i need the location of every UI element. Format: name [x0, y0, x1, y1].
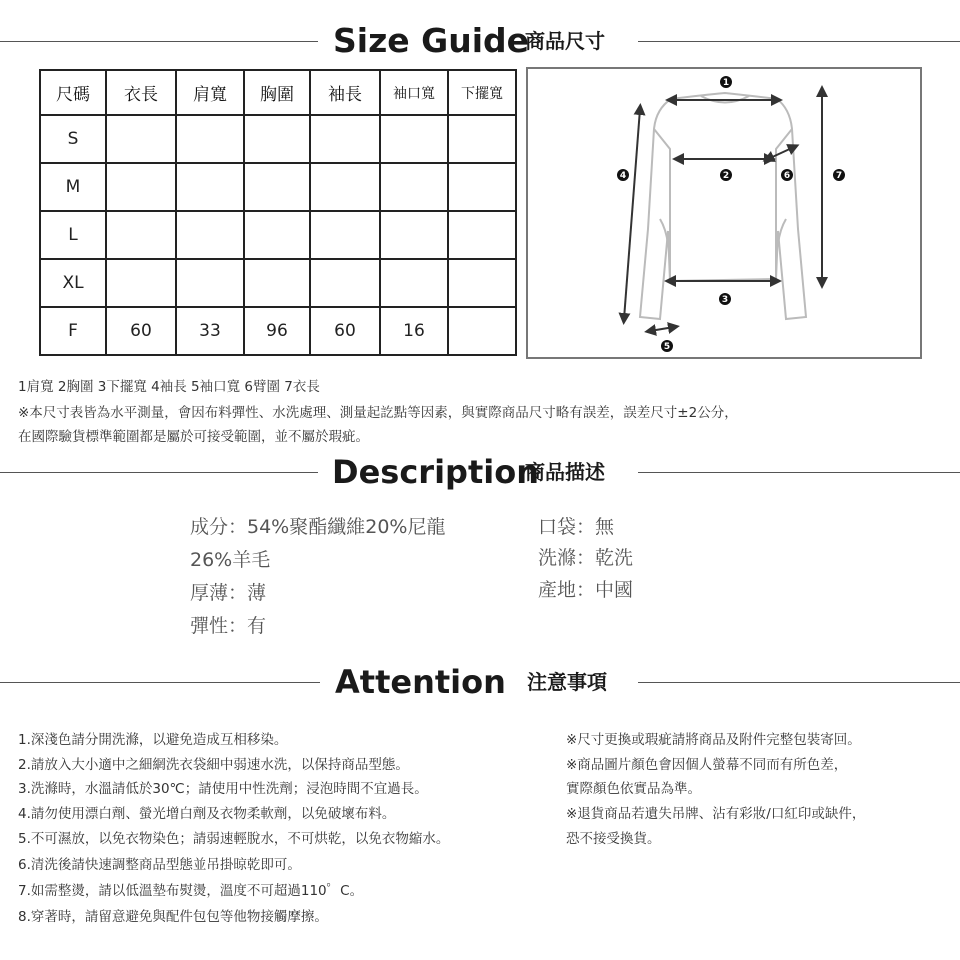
divider: [0, 41, 318, 42]
table-cell: 96: [244, 307, 310, 355]
measurement-note: 在國際驗貨標準範圍都是屬於可接受範圍，並不屬於瑕疵。: [18, 429, 369, 445]
table-row: [40, 163, 516, 211]
care-instruction: 1.深淺色請分開洗滌，以避免造成互相移染。: [18, 732, 288, 748]
table-header-row: [40, 70, 516, 115]
elasticity-spec: 彈性：有: [190, 615, 267, 637]
care-instruction: 3.洗滌時，水溫請低於30℃；請使用中性洗劑；浸泡時間不宜過長。: [18, 781, 428, 797]
description-title: Description: [332, 453, 539, 491]
size-guide-title-zh: 商品尺寸: [525, 29, 605, 53]
table-cell: [106, 211, 176, 259]
table-cell: [448, 115, 516, 163]
table-header: 衣長: [106, 70, 176, 115]
size-cell: F: [40, 307, 106, 355]
washing-spec: 洗滌：乾洗: [538, 547, 634, 569]
return-policy-note: ※商品圖片顏色會因個人螢幕不同而有所色差，: [566, 757, 848, 773]
measurement-note: ※本尺寸表皆為水平測量，會因布料彈性、水洗處理、測量起訖點等因素，與實際商品尺寸略有誤差，誤差尺寸±2公分，: [18, 405, 738, 421]
table-header: 袖長: [310, 70, 380, 115]
attention-header: [0, 662, 960, 702]
table-header: 胸圍: [244, 70, 310, 115]
divider: [638, 682, 960, 683]
table-cell: 33: [176, 307, 244, 355]
table-cell: 60: [106, 307, 176, 355]
marker-label: 3: [721, 295, 729, 305]
size-cell: S: [40, 115, 106, 163]
size-guide-title: Size Guide: [333, 21, 530, 60]
table-row: [40, 259, 516, 307]
size-cell: L: [40, 211, 106, 259]
table-cell: [448, 259, 516, 307]
care-instruction: 6.清洗後請快速調整商品型態並吊掛晾乾即可。: [18, 857, 301, 873]
divider: [0, 472, 318, 473]
table-cell: 60: [310, 307, 380, 355]
table-cell: [380, 115, 448, 163]
table-cell: [106, 259, 176, 307]
sweater-outline-icon: [528, 69, 920, 357]
size-cell: M: [40, 163, 106, 211]
table-cell: [380, 211, 448, 259]
material-spec: 26%羊毛: [190, 549, 271, 571]
table-cell: [176, 259, 244, 307]
table-header: 袖口寬: [380, 70, 448, 115]
table-cell: [380, 259, 448, 307]
marker-label: 7: [835, 171, 843, 181]
return-policy-note: ※退貨商品若遺失吊牌、沾有彩妝/口紅印或缺件，: [566, 806, 866, 822]
table-cell: [244, 211, 310, 259]
attention-title: Attention: [335, 663, 506, 701]
origin-spec: 產地：中國: [538, 579, 634, 601]
table-cell: [244, 115, 310, 163]
table-cell: 16: [380, 307, 448, 355]
care-instruction: 7.如需整燙，請以低溫墊布熨燙，溫度不可超過110゜C。: [18, 883, 364, 899]
description-title-zh: 商品描述: [525, 460, 605, 484]
table-cell: [310, 211, 380, 259]
care-instruction: 8.穿著時，請留意避免與配件包包等他物接觸摩擦。: [18, 909, 328, 925]
garment-measurement-diagram: [526, 67, 922, 359]
size-guide-header: [0, 21, 960, 61]
table-cell: [448, 307, 516, 355]
table-cell: [310, 163, 380, 211]
care-instruction: 4.請勿使用漂白劑、螢光增白劑及衣物柔軟劑，以免破壞布料。: [18, 806, 396, 822]
table-cell: [244, 259, 310, 307]
marker-label: 6: [783, 171, 791, 181]
table-header: 下擺寬: [448, 70, 516, 115]
pocket-spec: 口袋：無: [538, 516, 615, 538]
material-spec: 成分：54%聚酯纖維20%尼龍: [190, 516, 446, 538]
table-cell: [176, 115, 244, 163]
marker-label: 4: [619, 171, 627, 181]
table-row: [40, 307, 516, 355]
size-cell: XL: [40, 259, 106, 307]
marker-label: 5: [663, 342, 671, 352]
table-cell: [106, 115, 176, 163]
table-row: [40, 211, 516, 259]
table-cell: [310, 115, 380, 163]
description-header: [0, 452, 960, 492]
return-policy-note: 實際顏色依實品為準。: [566, 781, 701, 797]
table-row: [40, 115, 516, 163]
table-header: 肩寬: [176, 70, 244, 115]
table-cell: [448, 163, 516, 211]
size-table: [39, 69, 517, 356]
marker-label: 2: [722, 171, 730, 181]
table-cell: [310, 259, 380, 307]
measurement-legend: 1肩寬 2胸圍 3下擺寬 4袖長 5袖口寬 6臂圍 7衣長: [18, 379, 320, 395]
care-instruction: 2.請放入大小適中之細網洗衣袋細中弱速水洗，以保持商品型態。: [18, 757, 409, 773]
table-cell: [176, 163, 244, 211]
return-policy-note: 恐不接受換貨。: [566, 831, 661, 847]
divider: [638, 472, 960, 473]
table-cell: [380, 163, 448, 211]
marker-label: 1: [722, 78, 730, 88]
table-cell: [244, 163, 310, 211]
attention-title-zh: 注意事項: [527, 670, 607, 694]
divider: [638, 41, 960, 42]
table-cell: [448, 211, 516, 259]
table-cell: [106, 163, 176, 211]
care-instruction: 5.不可濕放，以免衣物染色；請弱速輕脫水，不可烘乾，以免衣物縮水。: [18, 831, 450, 847]
return-policy-note: ※尺寸更換或瑕疵請將商品及附件完整包裝寄回。: [566, 732, 861, 748]
thickness-spec: 厚薄：薄: [190, 582, 267, 604]
table-header: 尺碼: [40, 70, 106, 115]
table-cell: [176, 211, 244, 259]
divider: [0, 682, 320, 683]
